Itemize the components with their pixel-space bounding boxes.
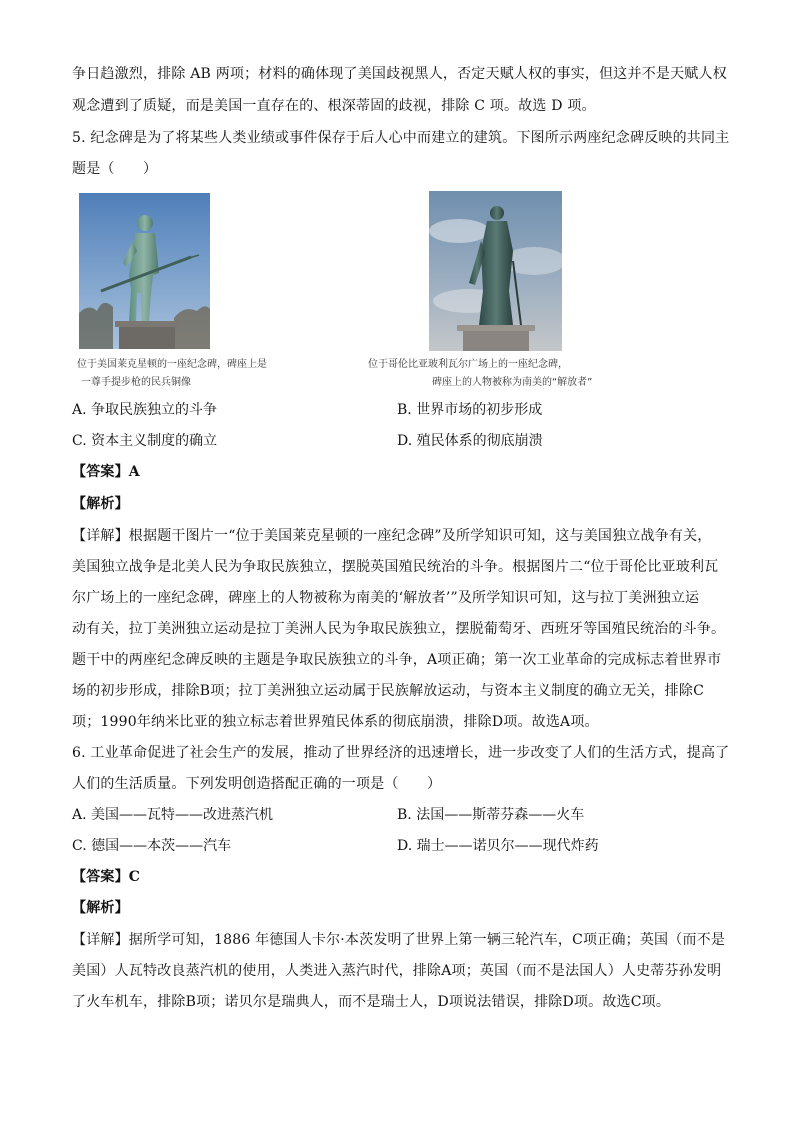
q6-detail-line: 美国）人瓦特改良蒸汽机的使用，人类进入蒸汽时代，排除A项；英国（而不是法国人）人史蒂芬孙发明	[72, 963, 722, 979]
q5-detail-line: 美国独立战争是北美人民为争取民族独立，摆脱英国殖民统治的斗争。根据图片二“位于哥伦比亚玻利瓦	[72, 559, 719, 575]
q5-analysis-label: 【解析】	[72, 496, 129, 512]
photo-1-caption-line-1: 位于美国莱克星顿的一座纪念碑，碑座上是	[77, 359, 267, 370]
q5-detail-line: 项；1990年纳米比亚的独立标志着世界殖民体系的彻底崩溃，排除D项。故选A项。	[72, 714, 599, 730]
q5-option-a: A. 争取民族独立的斗争	[72, 402, 218, 418]
q6-answer: 【答案】C	[72, 869, 141, 885]
question-5-stem-line-1: 5. 纪念碑是为了将某些人类业绩或事件保存于后人心中而建立的建筑。下图所示两座纪念碑反映的共同主	[72, 130, 730, 146]
prev-answer-line-1: 争日趋激烈，排除 AB 两项；材料的确体现了美国歧视黑人，否定天赋人权的事实，但这并不是天赋人权	[72, 66, 727, 82]
q5-detail-line: 【详解】根据题干图片一“位于美国莱克星顿的一座纪念碑”及所学知识可知，这与美国独立战争有关，	[72, 528, 712, 544]
photo-1-caption-line-2: 一尊手提步枪的民兵铜像	[81, 377, 191, 388]
q6-analysis-label: 【解析】	[72, 900, 129, 916]
q6-option-b: B. 法国——斯蒂芬森——火车	[397, 807, 585, 823]
q6-detail-line: 【详解】据所学可知，1886 年德国人卡尔·本茨发明了世界上第一辆三轮汽车，C项正确；英国（而不是	[72, 932, 726, 948]
lexington-minuteman-statue-photo	[79, 193, 210, 349]
photo-2-caption-line-2: 碑座上的人物被称为南美的“解放者”	[432, 377, 593, 388]
q5-option-c: C. 资本主义制度的确立	[72, 433, 218, 449]
q6-detail-line: 了火车机车，排除B项；诺贝尔是瑞典人，而不是瑞士人，D项说法错误，排除D项。故选C项。	[72, 994, 671, 1010]
q5-detail-line: 题干中的两座纪念碑反映的主题是争取民族独立的斗争，A项正确；第一次工业革命的完成标志着世界市	[72, 652, 722, 668]
q5-option-b: B. 世界市场的初步形成	[397, 402, 543, 418]
question-5-stem-line-2: 题是（ ）	[72, 161, 158, 177]
q6-option-d: D. 瑞士——诺贝尔——现代炸药	[397, 838, 599, 854]
q5-answer: 【答案】A	[72, 464, 140, 480]
q6-option-c: C. 德国——本茨——汽车	[72, 838, 232, 854]
question-6-stem-line-2: 人们的生活质量。下列发明创造搭配正确的一项是（ ）	[72, 776, 442, 792]
q5-detail-line: 场的初步形成，排除B项；拉丁美洲独立运动属于民族解放运动，与资本主义制度的确立无关，排除C	[72, 683, 704, 699]
bolivar-square-statue-photo	[429, 191, 562, 351]
prev-answer-line-2: 观念遭到了质疑，而是美国一直存在的、根深蒂固的歧视，排除 C 项。故选 D 项。	[72, 98, 596, 114]
photo-2-caption-line-1: 位于哥伦比亚玻利瓦尔广场上的一座纪念碑，	[368, 359, 568, 370]
q6-option-a: A. 美国——瓦特——改进蒸汽机	[72, 807, 274, 823]
q5-option-d: D. 殖民体系的彻底崩溃	[397, 433, 543, 449]
question-6-stem-line-1: 6. 工业革命促进了社会生产的发展，推动了世界经济的迅速增长，进一步改变了人们的生活方式，提高了	[72, 745, 730, 761]
q5-detail-line: 尔广场上的一座纪念碑，碑座上的人物被称为南美的‘解放者’”及所学知识可知，这与拉丁美洲独立运	[72, 590, 700, 606]
q5-detail-line: 动有关，拉丁美洲独立运动是拉丁美洲人民为争取民族独立，摆脱葡萄牙、西班牙等国殖民统治的斗争。	[72, 621, 726, 637]
